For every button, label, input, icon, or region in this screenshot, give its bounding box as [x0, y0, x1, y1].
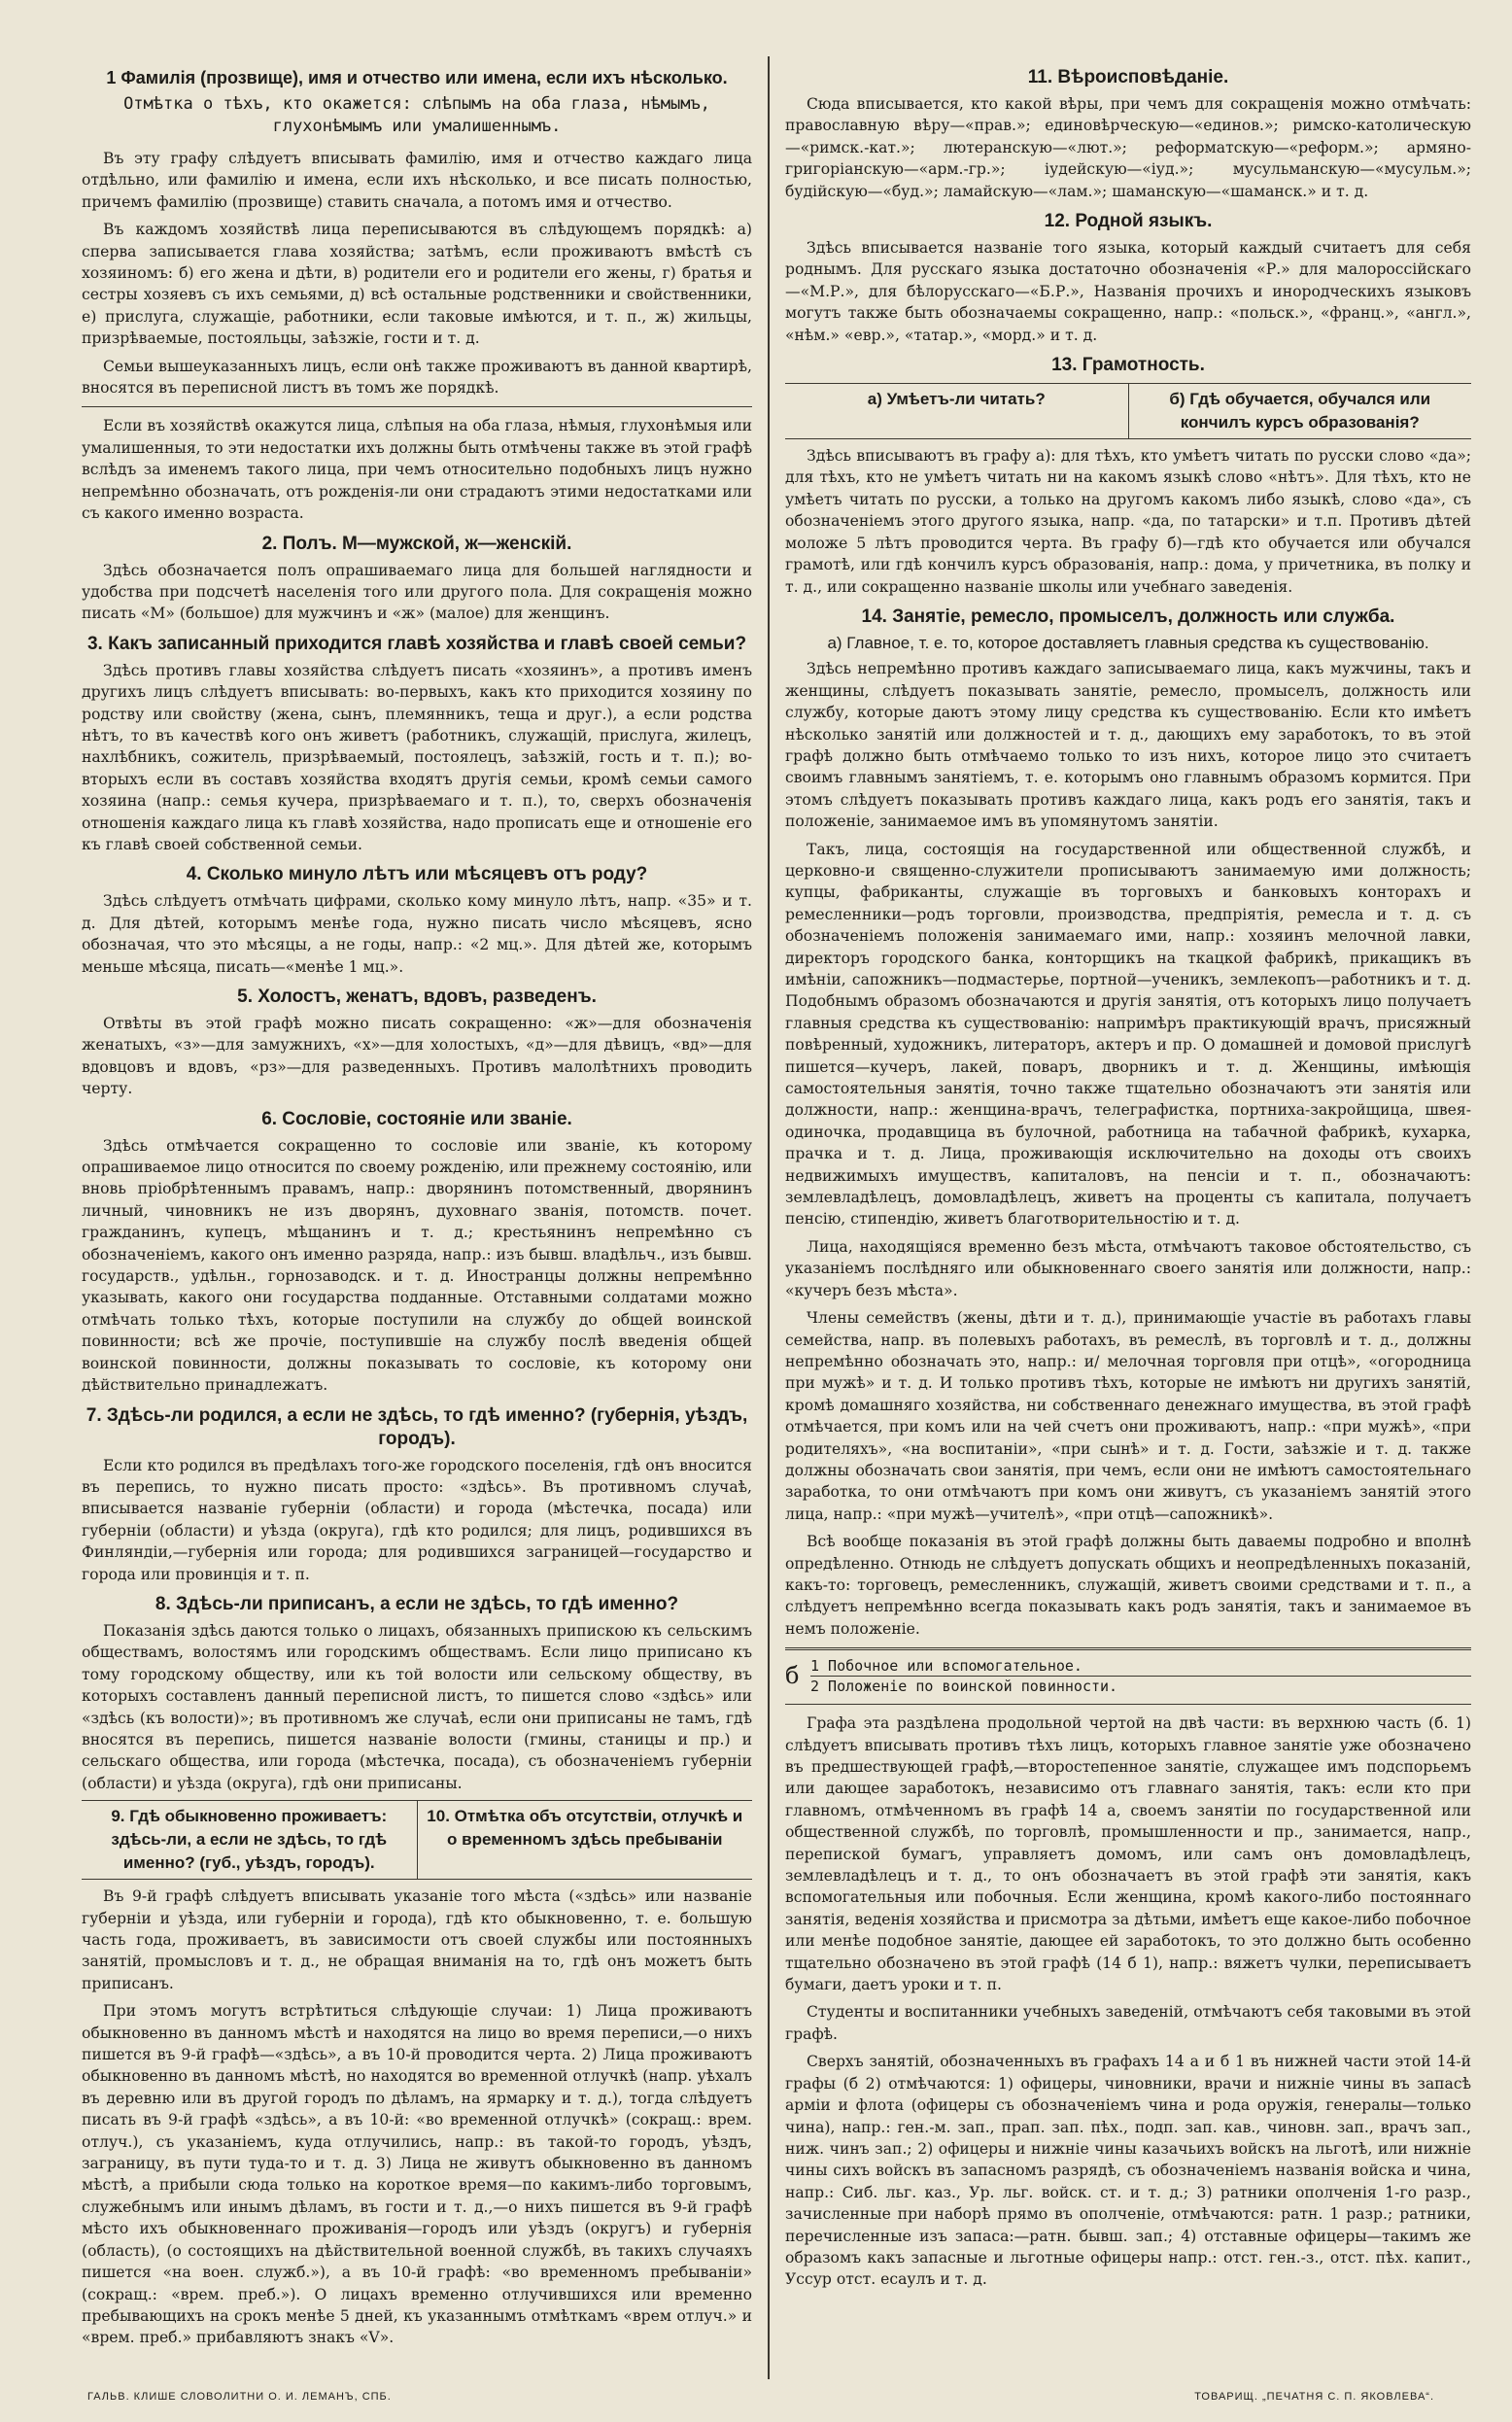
section-13a-title: а) Умѣетъ-ли читать? — [867, 390, 1046, 409]
section-13b-cell — [1129, 384, 1472, 438]
section-13b-title: б) Гдѣ обучается, обучался или кончилъ курсъ образованія? — [1169, 390, 1431, 432]
section-1-paragraph: Семьи вышеуказанныхъ лицъ, если онѣ также проживаютъ въ данной квартирѣ, вносятся въ переписной листъ въ томъ же порядкѣ. — [82, 357, 752, 398]
section-9-title: 9. Гдѣ обыкновенно проживаетъ: здѣсь-ли, а если не здѣсь, то гдѣ именно? (губ., уѣздъ, городъ). — [111, 1807, 388, 1873]
section-12-title: 12. Родной языкъ. — [1044, 211, 1213, 232]
divider-line — [82, 406, 752, 407]
section-13-header — [785, 383, 1471, 439]
section-7-title: 7. Здѣсь-ли родился, а если не здѣсь, то гдѣ именно? (губернія, уѣздъ, городъ). — [86, 1404, 748, 1449]
section-14-paragraph: Лица, находящіяся временно безъ мѣста, отмѣчаютъ таковое обстоятельство, съ указаніемъ послѣдняго или обыкновеннаго своего занятія или должности, напр.: «кучеръ безъ мѣста». — [785, 1237, 1471, 1299]
printer-credit-left: ГАЛЬВ. КЛИШЕ СЛОВОЛИТНИ О. И. ЛЕМАНЪ, СПБ. — [87, 2391, 392, 2403]
section-5-title: 5. Холостъ, женатъ, вдовъ, разведенъ. — [237, 986, 597, 1007]
section-10-title: 10. Отмѣтка объ отсутствіи, отлучкѣ и о временномъ здѣсь пребываніи — [427, 1807, 743, 1850]
section-11-title: 11. Вѣроисповѣданіе. — [1027, 67, 1229, 87]
section-4-paragraph: Здѣсь слѣдуетъ отмѣчать цифрами, сколько кому минуло лѣтъ, напр. «35» и т. д. Для дѣтей, которымъ менѣе года, нужно писать число мѣсяцевъ, ясно обозначая, что это мѣсяцы, а не годы, напр.: «2 мц.». Для дѣтей же, которымъ меньше мѣсяца, писать—«менѣе 1 мц.». — [82, 892, 752, 976]
section-6-title: 6. Сословіе, состояніе или званіе. — [261, 1108, 572, 1129]
section-9-paragraph: Въ 9-й графѣ слѣдуетъ вписывать указаніе того мѣста («здѣсь» или названіе губерніи и уѣзда, или губерніи и города), гдѣ кто обыкновенно, т. е. большую часть года, проживаетъ, въ зависимости отъ своей службы или постоянныхъ занятій, промысловъ и т. д., не обращая вниманія на то, гдѣ онъ можетъ быть приписанъ. — [82, 1887, 752, 1992]
section-9-10-header — [82, 1800, 752, 1880]
section-14-paragraph: Такъ, лица, состоящія на государственной или общественной службѣ, и церковно-и священно-служители прописываютъ занимаемую ими должность; купцы, фабриканты, служащіе въ торговыхъ и банковыхъ конторахъ и ремесленники—родъ торговли, производства, предпріятія, ремесла и т. д. съ обозначеніемъ положенія занимаемаго ими, напр.: хозяинъ мелочной лавки, директоръ городского банка, конторщикъ на ткацкой фабрикѣ, прикащикъ въ имѣніи, сапожникъ—подмастерье, портной—ученикъ, землекопъ—работникъ и т. д. Подобнымъ образомъ обозначаются и другія занятія, отъ которыхъ лицо получаетъ главныя средства къ существованію: напримѣръ практикующій врачъ, присяжный повѣренный, художникъ, литераторъ, актеръ и пр. О домашней и домовой прислугѣ пишется—кучеръ, лакей, поваръ, дворникъ и т. д. Женщины, имѣющія самостоятельныя занятія, точно также тщательно обозначаютъ эти занятія или должности, напр.: женщина-врачъ, телеграфистка, портниха-закройщица, швея-одиночка, продавщица въ булочной, работница на табачной фабрикѣ, кухарка, прачка и т. д. Лица, проживающія исключительно на доходы отъ своихъ недвижимыхъ имуществъ, капиталовъ, на пенсіи и т. п., обозначаютъ: землевладѣлецъ, домовладѣлецъ, живетъ на проценты съ капитала, получаетъ пенсію, стипендію, живетъ благотворительностію и т. д. — [785, 840, 1471, 1228]
section-10-header-cell — [418, 1801, 753, 1879]
section-14b-lines — [810, 1656, 1471, 1696]
right-column — [785, 58, 1471, 2337]
section-7-paragraph: Если кто родился въ предѣлахъ того-же городского поселенія, гдѣ онъ вносится въ перепись, то нужно писать просто: «здѣсь». Въ противномъ случаѣ, вписывается названіе губерніи (области) и города (мѣстечка, посада) или губерніи (области) и уѣзда (округа), гдѣ кто родился; для лицъ, родившихся въ Финляндіи,—губернія или города; для родившихся заграницей—государство и города или провинція и т. п. — [82, 1456, 752, 1583]
section-14b-header — [785, 1656, 1471, 1696]
section-9-header-cell — [82, 1801, 418, 1879]
section-13-paragraph: Здѣсь вписываютъ въ графу а): для тѣхъ, кто умѣетъ читать по русски слово «да»; для тѣхъ, кто не умѣетъ читать ни на какомъ языкѣ слово «нѣтъ». Для тѣхъ, кто не умѣетъ читать по русски, а только на другомъ какомъ либо языкѣ, слово «да», съ обозначеніемъ этого другого языка, напр. «да, по татарски» и т.п. Противъ дѣтей моложе 5 лѣтъ проводится черта. Въ графу б)—гдѣ кто обучается или обучался грамотѣ, или гдѣ кончилъ курсъ образованія, напр.: дома, у причетника, въ полку и т. д., или сокращенно названіе школы или учебнаго заведенія. — [785, 447, 1471, 596]
section-14-paragraph: Члены семействъ (жены, дѣти и т. д.), принимающіе участіе въ работахъ главы семейства, напр. въ полевыхъ работахъ, въ ремеслѣ, въ торговлѣ и т. д., должны непремѣнно обозначать это, напр.: и/ мелочная торговля при отцѣ», «огородница при мужѣ» и т. д. И только противъ тѣхъ, которые не имѣютъ ни другихъ занятій, кромѣ домашняго хозяйства, ни собственнаго денежнаго имущества, въ этой графѣ отмѣчается, при комъ или на чей счетъ они проживаютъ, напр.: «при мужѣ», «при родителяхъ», «на воспитаніи», «при сынѣ» и т. д. Гости, заѣзжіе и т. д. также должны обозначать свои занятія, при чемъ, если они не имѣютъ самостоятельнаго заработка, то они отмѣчаютъ при комъ они живутъ, съ указаніемъ занятій этого лица, напр.: «при мужѣ—учителѣ», «при отцѣ—сапожникѣ». — [785, 1309, 1471, 1523]
printer-credit-right: ТОВАРИЩ. „ПЕЧАТНЯ С. П. ЯКОВЛЕВА“. — [1194, 2391, 1434, 2403]
section-14b1-title: 1 Побочное или вспомогательное. — [810, 1657, 1082, 1676]
section-14-paragraph: Графа эта раздѣлена продольной чертой на двѣ части: въ верхнюю часть (б. 1) слѣдуетъ вписывать противъ тѣхъ лицъ, которыхъ главное занятіе уже обозначено въ предшествующей графѣ,—второстепенное занятіе, служащее имъ подспорьемъ или дающее заработокъ, независимо отъ главнаго занятія, такъ: если кто при главномъ, отмѣченномъ въ графѣ 14 а, своемъ занятіи по государственной или общественной службѣ, по торговлѣ, промышленности и пр., занимается, напр., перепиской бумагъ, управляетъ домомъ, или самъ онъ домовладѣлецъ, землевладѣлецъ и т. д., то онъ обозначаетъ въ этой графѣ эти занятія, какъ вспомогательныя или побочныя. Если женщина, кромѣ какого-либо постояннаго занятія, веденія хозяйства и присмотра за дѣтьми, имѣетъ еще какое-либо побочное или менѣе подобное занятіе, дающее ей заработокъ, то это должно быть особенно тщательно обозначено въ этой графѣ (14 б 1), напр.: вяжетъ чулки, переписываетъ бумаги, даетъ уроки и т. п. — [785, 1714, 1471, 1994]
column-divider — [768, 56, 770, 2379]
section-8-paragraph: Показанія здѣсь даются только о лицахъ, обязанныхъ припискою къ сельскимъ обществамъ, волостямъ или городскимъ обществамъ. Если лицо приписано къ тому городскому обществу, или къ той волости или сельскому обществу, въ которыхъ составленъ данный переписной листъ, то пишется слово «здѣсь» или «здѣсь (къ волости)»; въ противномъ же случаѣ, если они приписаны не тамъ, гдѣ вносятся въ перепись, пишется названіе волости (гмины, станицы и пр.) и сельскаго общества, или города (мѣстечка, посада), съ обозначеніемъ губерніи (области) и уѣзда (округа), гдѣ они приписаны. — [82, 1621, 752, 1792]
section-1-title: 1 Фамилія (прозвище), имя и отчество или имена, если ихъ нѣсколько. — [106, 68, 728, 87]
section-14-title: 14. Занятіе, ремесло, промыселъ, должность или служба. — [861, 606, 1395, 627]
section-14b-letter: б — [785, 1662, 800, 1690]
section-14b2-title: 2 Положеніе по воинской повинности. — [810, 1676, 1471, 1696]
divider-line — [785, 1647, 1471, 1650]
section-14-paragraph: Сверхъ занятій, обозначенныхъ въ графахъ 14 а и б 1 въ нижней части этой 14-й графы (б 2) отмѣчаются: 1) офицеры, чиновники, врачи и нижніе чины въ запасѣ арміи и флота (офицеры съ обозначеніемъ чина и рода оружія, генералы—только чина), напр.: ген.-м. зап., прап. зап. пѣх., подп. зап. кав., чиновн. зап., врачъ зап., ниж. чинъ зап.; 2) офицеры и нижніе чины казачьихъ войскъ на льготѣ, или нижніе чины сихъ войскъ въ запасномъ разрядѣ, съ обозначеніемъ названія войска и чина, напр.: Сиб. льг. каз., Ур. льг. войск. ст. и т. д.; 3) ратники ополченія 1-го разр., зачисленные при наборѣ прямо въ ополченіе, отмѣчаются: ратн. 1 разр.; ратники, перечисленные изъ запаса:—ратн. бывш. зап.; 4) отставные офицеры—такимъ же образомъ какъ запасные и льготные офицеры напр.: отст. ген.-з., отст. пѣх. капит., Уссур отст. есаулъ и т. д. — [785, 2053, 1471, 2289]
section-1-paragraph: Въ каждомъ хозяйствѣ лица переписываются въ слѣдующемъ порядкѣ: а) сперва записывается глава хозяйства; затѣмъ, если проживаютъ вмѣстѣ съ хозяиномъ: б) его жена и дѣти, в) родители его и родители его жены, г) братья и сестры хозяевъ съ ихъ семьями, д) всѣ остальные родственники и свойственники, е) прислуга, служащіе, работники, если таковые имѣются, и т. п., ж) жильцы, призрѣваемые, постояльцы, заѣзжіе, гости и т. д. — [82, 221, 752, 348]
section-5-paragraph: Отвѣты въ этой графѣ можно писать сокращенно: «ж»—для обозначенія женатыхъ, «з»—для замужнихъ, «х»—для холостыхъ, «д»—для дѣвицъ, «вд»—для вдовцовъ и вдовъ, «рз»—для разведенныхъ. Противъ малолѣтнихъ проводить черту. — [82, 1015, 752, 1098]
divider-line — [785, 1704, 1471, 1705]
section-14-paragraph: Здѣсь непремѣнно противъ каждаго записываемаго лица, какъ мужчины, такъ и женщины, слѣдуетъ показывать занятіе, ремесло, промыселъ, должность или службу, которые даютъ этому лицу средства къ существованію. Если кто имѣетъ нѣсколько занятій или должностей и т. д., дающихъ ему заработокъ, то въ этой графѣ должно быть отмѣчаемо только то изъ нихъ, которое лицо это считаетъ своимъ главнымъ занятіемъ, т. е. которымъ оно главнымъ образомъ кормится. При этомъ слѣдуетъ показывать противъ каждаго лица, какъ родъ его занятія, такъ и положеніе, занимаемое имъ въ упомянутомъ занятіи. — [785, 660, 1471, 831]
section-14a-subtitle: а) Главное, т. е. то, которое доставляетъ главныя средства къ существованію. — [827, 633, 1429, 652]
section-14-paragraph: Студенты и воспитанники учебныхъ заведеній, отмѣчаютъ себя таковыми въ этой графѣ. — [785, 2003, 1471, 2043]
section-3-paragraph: Здѣсь противъ главы хозяйства слѣдуетъ писать «хозяинъ», а противъ именъ другихъ лицъ слѣдуетъ вписывать: во-первыхъ, какъ кто приходится хозяину по родству или свойству (жена, сынъ, племянникъ, теща и друг.), а если родства нѣтъ, то въ качествѣ кого онъ живетъ (работникъ, служащій, прислуга, жилецъ, нахлѣбникъ, сожитель, призрѣваемый, постоялецъ, заѣзжій, гость и т. п.); во-вторыхъ если въ составъ хозяйства входятъ другія семьи, кромѣ семьи самого хозяина (напр.: семья кучера, призрѣваемаго и т. п.), то, сверхъ обозначенія отношенія каждаго лица къ главѣ хозяйства, надо прописать еще и отношеніе его къ главѣ своей собственной семьи. — [82, 661, 752, 853]
section-4-title: 4. Сколько минуло лѣтъ или мѣсяцевъ отъ роду? — [186, 864, 648, 885]
section-8-title: 8. Здѣсь-ли приписанъ, а если не здѣсь, то гдѣ именно? — [155, 1593, 679, 1614]
section-14-paragraph: Всѣ вообще показанія въ этой графѣ должны быть даваемы подробно и вполнѣ опредѣленно. Отнюдь не слѣдуетъ допускать общихъ и неопредѣленныхъ показаній, какъ-то: торговецъ, ремесленникъ, служащій, живетъ своими средствами и т. п., а слѣдуетъ непремѣнно всегда показывать какъ родъ занятія, такъ и занимаемое въ немъ положеніе. — [785, 1533, 1471, 1638]
section-9-paragraph: При этомъ могутъ встрѣтиться слѣдующіе случаи: 1) Лица проживаютъ обыкновенно въ данномъ мѣстѣ и находятся на лицо во время переписи,—о нихъ пишется въ 9-й графѣ—«здѣсь», а въ 10-й проводится черта. 2) Лица проживаютъ обыкновенно въ данномъ мѣстѣ, но находятся во временной отлучкѣ (напр. уѣхалъ въ деревню или въ другой городъ по дѣламъ, на ярмарку и т. д.), тогда слѣдуетъ писать въ 9-й графѣ «здѣсь», а въ 10-й: «во временной отлучкѣ» (сокращ.: врем. отлуч.), съ указаніемъ, куда отлучились, напр.: въ такой-то городъ, уѣздъ, заграницу, въ пути туда-то и т. д. 3) Лица не живутъ обыкновенно въ данномъ мѣстѣ, а прибыли сюда только на короткое время—по какимъ-либо торговымъ, служебнымъ или инымъ дѣламъ, въ гости и т. д.,—о нихъ пишется въ 9-й графѣ мѣсто ихъ обыкновеннаго проживанія—городъ или уѣздъ (округъ) и губернія (область), (о состоящихъ на дѣйствительной военной службѣ, въ такихъ случаяхъ пишется «на воен. служб.»), а въ 10-й графѣ: «во временномъ пребываніи» (сокращ.: «врем. преб.»). О лицахъ временно отлучившихся или временно пребывающихъ на срокъ менѣе 5 дней, къ указаннымъ отмѣткамъ «врем отлуч.» и «врем. преб.» прибавляютъ знакъ «V». — [82, 2002, 752, 2347]
section-13-title: 13. Грамотность. — [1051, 355, 1205, 376]
section-3-title: 3. Какъ записанный приходится главѣ хозяйства и главѣ своей семьи? — [86, 633, 747, 654]
section-13a-cell — [785, 384, 1129, 438]
section-1-paragraph: Въ эту графу слѣдуетъ вписывать фамилію, имя и отчество каждаго лица отдѣльно, или фамилію и имена, если ихъ нѣсколько, и все писать полностью, причемъ фамилію (прозвище) ставить сначала, а потомъ имя и отчество. — [82, 150, 752, 211]
section-2-paragraph: Здѣсь обозначается полъ опрашиваемаго лица для большей наглядности и удобства при подсчетѣ населенія того или другого пола. Для сокращенія можно писать «М» (большое) для мужчинъ и «ж» (малое) для женщинъ. — [82, 561, 752, 623]
section-1-paragraph: Если въ хозяйствѣ окажутся лица, слѣпыя на оба глаза, нѣмыя, глухонѣмыя или умалишенныя, то эти недостатки ихъ должны быть отмѣчены также въ этой графѣ вслѣдъ за именемъ такого лица, при чемъ относительно подобныхъ лицъ нужно непремѣнно обозначать, отъ рожденія-ли они страдаютъ этими недостатками или съ какого именно возраста. — [82, 417, 752, 523]
section-6-paragraph: Здѣсь отмѣчается сокращенно то сословіе или званіе, къ которому опрашиваемое лицо относится по своему рожденію, или прежнему состоянію, или вновь пріобрѣтеннымъ правамъ, напр.: дворянинъ потомственный, дворянинъ личный, чиновникъ не изъ дворянъ, духовнаго званія, потомств. почет. гражданинъ, купецъ, мѣщанинъ и т. д.; крестьянинъ непремѣнно съ обозначеніемъ, какого онъ именно разряда, напр.: изъ бывш. владѣльч., изъ бывш. государств., удѣльн., горнозаводск. и т. д. Иностранцы должны непремѣнно указывать, какого они государства подданные. Отставными солдатами можно отмѣчать только тѣхъ, которые поступили на службу до общей воинской повинности; всѣ же прочіе, поступившіе на службу послѣ введенія общей воинской повинности, должны показывать то сословіе, къ которому они дѣйствительно принадлежатъ. — [82, 1136, 752, 1395]
section-12-paragraph: Здѣсь вписывается названіе того языка, который каждый считаетъ для себя роднымъ. Для русскаго языка достаточно обозначенія «Р.» для малороссійскаго—«М.Р.», для бѣлорусскаго—«Б.Р.», Названія прочихъ и инородческихъ языковъ могутъ также быть обозначаемы сокращенно, напр.: «польск.», «франц.», «англ.», «нѣм.» «евр.», «татар.», «морд.» и т. д. — [785, 239, 1471, 344]
section-1-note: Отмѣтка о тѣхъ, кто окажется: слѣпымъ на оба глаза, нѣмымъ, глухонѣмымъ или умалишеннымъ. — [123, 94, 710, 136]
section-11-paragraph: Сюда вписывается, кто какой вѣры, при чемъ для сокращенія можно отмѣчать: православную вѣру—«прав.»; единовѣрческую—«единов.»; римско-католическую—«римск.-кат.»; лютеранскую—«лют.»; реформатскую—«реформ.»; армяно-григоріанскую—«арм.-гр.»; іудейскую—«іуд.»; мусульманскую—«мусульм.»; будійскую—«буд.»; ламайскую—«лам.»; шаманскую—«шаманск.» и т. д. — [785, 95, 1471, 200]
section-2-title: 2. Полъ. М—мужской, ж—женскій. — [261, 533, 572, 554]
left-column — [82, 58, 752, 2376]
